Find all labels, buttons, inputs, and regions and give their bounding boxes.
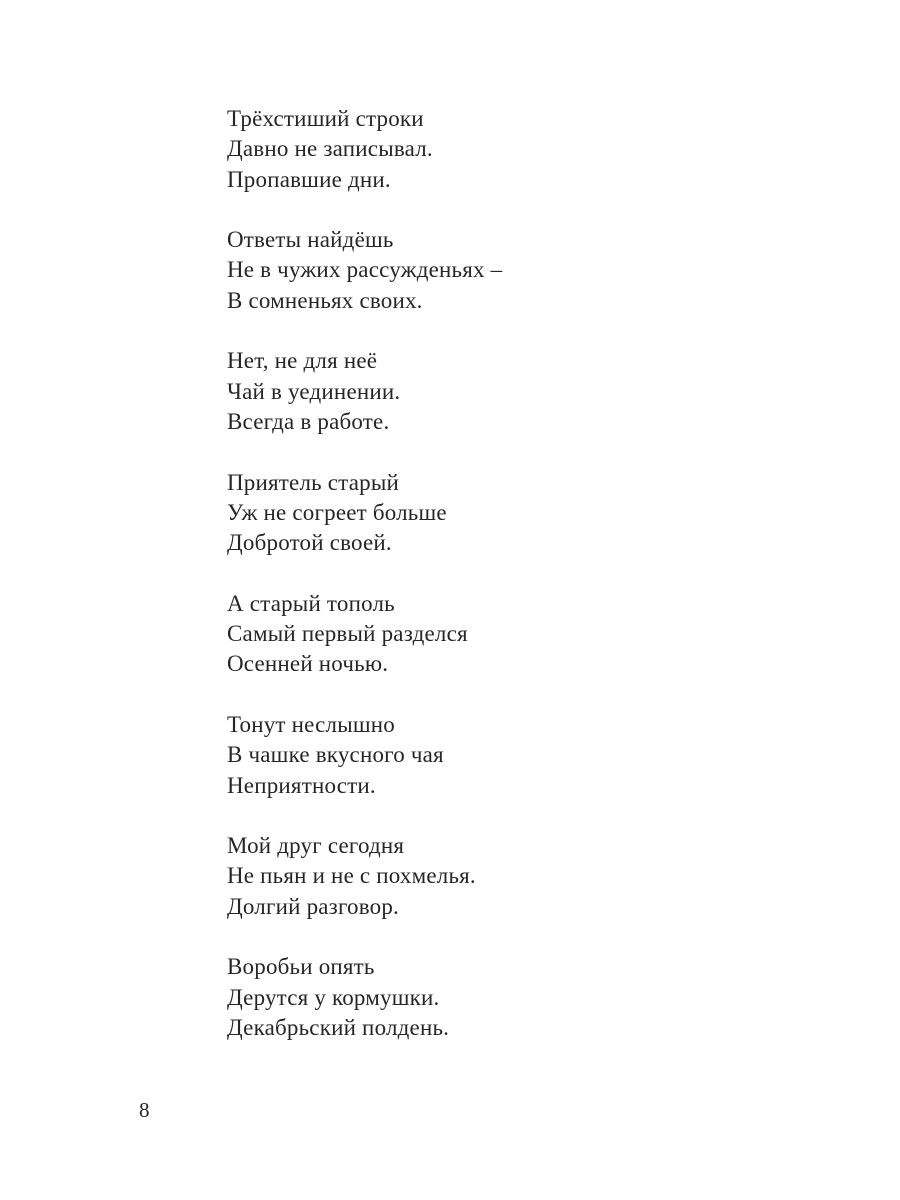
poem-line: Приятель старый xyxy=(227,469,399,495)
poem-line: Пропавшие дни. xyxy=(227,166,391,192)
poem-line: Не в чужих рассужденьях – xyxy=(227,257,503,283)
poem-line: Осенней ночью. xyxy=(227,651,389,677)
poem-line: Ответы найдёшь xyxy=(227,227,394,253)
page-number: 8 xyxy=(139,1098,150,1122)
poem-line: В чашке вкусного чая xyxy=(227,742,444,768)
poem-line: Добротой своей. xyxy=(227,530,392,556)
poem-line: Давно не записывал. xyxy=(227,136,433,162)
poem-line: В сомненьях своих. xyxy=(227,287,423,313)
poem-stanza xyxy=(227,710,502,801)
poem-stanza xyxy=(227,468,502,559)
poem-stanza xyxy=(227,952,502,1043)
poem-line: Трёхстиший строки xyxy=(227,106,424,131)
poem-stanza xyxy=(227,346,502,437)
poem-stanza xyxy=(227,104,502,195)
poem-line: Воробьи опять xyxy=(227,954,375,980)
poem-line: Всегда в работе. xyxy=(227,408,390,434)
poem-line: Чай в уединении. xyxy=(227,378,401,404)
poem-line: Неприятности. xyxy=(227,772,376,798)
poem-line: Уж не согреет больше xyxy=(227,499,447,525)
poem-line: Дерутся у кормушки. xyxy=(227,984,440,1010)
poem-stanza xyxy=(227,225,502,316)
poem-stanza xyxy=(227,589,502,680)
poem-line: А старый тополь xyxy=(227,590,395,616)
poem-stanza xyxy=(227,831,502,922)
poem-line: Мой друг сегодня xyxy=(227,833,405,859)
poem-line: Долгий разговор. xyxy=(227,893,399,919)
poem-line: Самый первый разделся xyxy=(227,621,468,647)
poem-line: Тонут неслышно xyxy=(227,711,395,737)
poem-block xyxy=(227,104,502,1074)
poem-line: Декабрьский полдень. xyxy=(227,1014,450,1040)
poem-line: Не пьян и не с похмелья. xyxy=(227,863,476,889)
poem-line: Нет, не для неё xyxy=(227,348,378,374)
